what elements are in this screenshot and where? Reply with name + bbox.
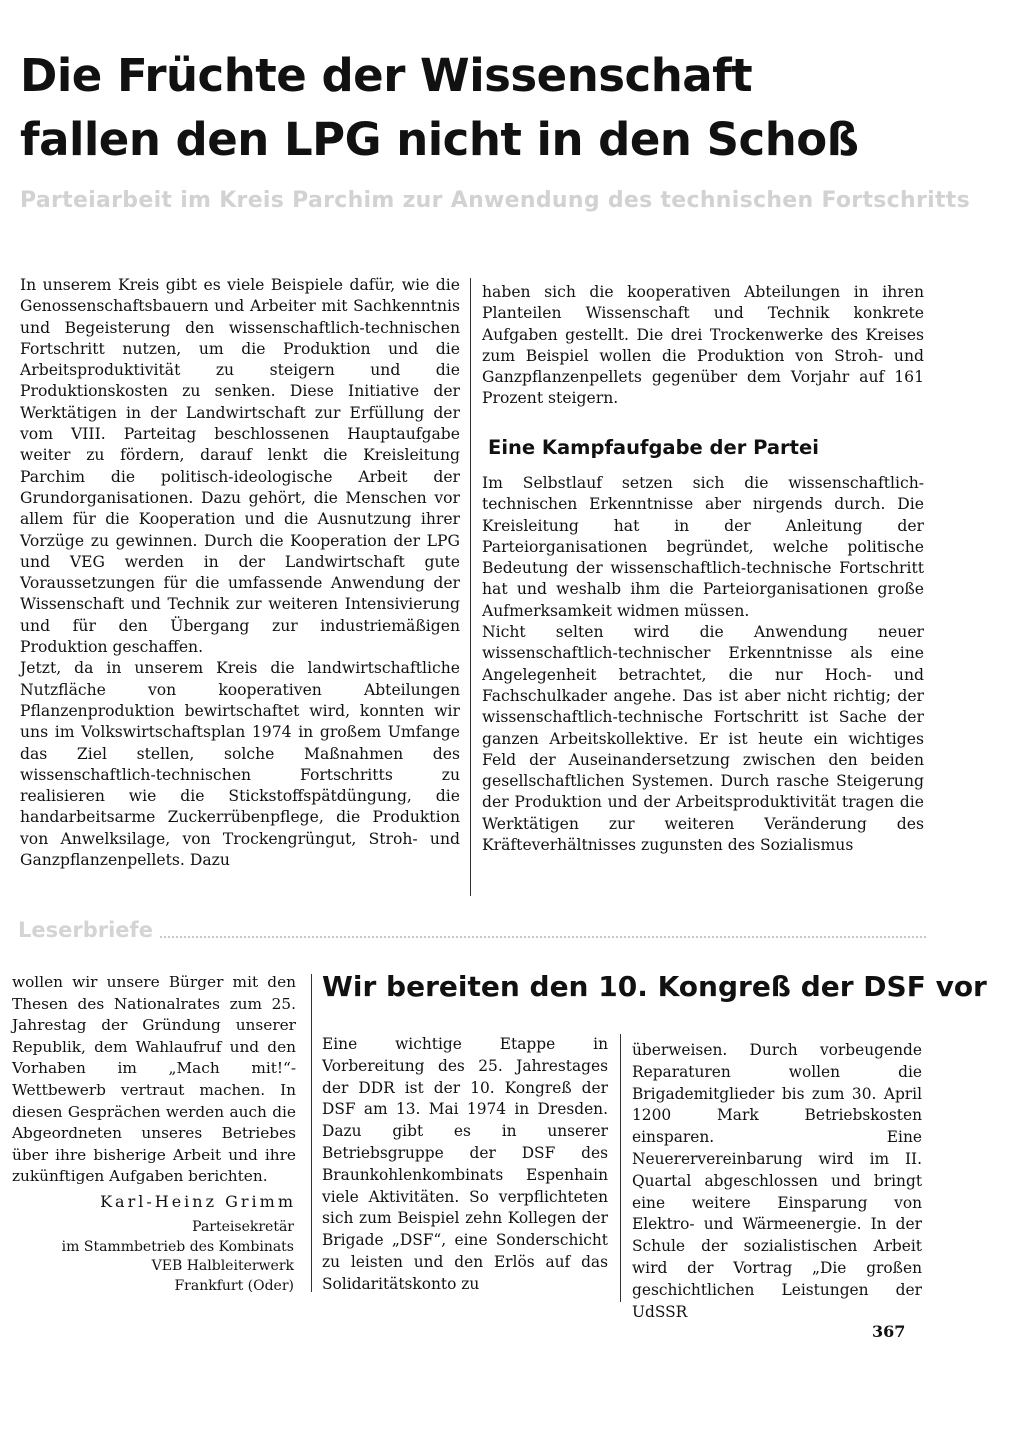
affiliation-line: im Stammbetrieb des Kombinats [61,1238,294,1255]
article-headline [20,44,920,172]
paragraph: In unserem Kreis gibt es viele Beispiele dafür, wie die Genossenschaftsbauern und Arbeiter mit Sachkenntnis und Begeisterung den wissenschaftlich-technischen Fortschritt nutzen, um die Produktion und die Arbeitsproduktivität zu steigern und die Produktionskosten zu senken. Diese Initiative der Werktätigen in der Landwirtschaft zur Erfüllung der vom VIII. Parteitag beschlossenen Hauptaufgabe weiter zu fördern, darauf lenkt die Kreisleitung Parchim die politisch-ideologische Arbeit der Grundorganisationen. Dazu gehört, die Menschen vor allem für die Kooperation und die Ausnutzung ihrer Vorzüge zu gewinnen. Durch die Kooperation der LPG und VEG werden in der Landwirtschaft gute Voraussetzungen für die umfassende Anwendung der Wissenschaft und Technik zur weiteren Intensivierung und für den Übergang zur industriemäßigen Produktion geschaffen. [20,276,460,657]
letter-text: wollen wir unsere Bürger mit den Thesen des Nationalrates zum 25. Jahrestag der Gründung unserer Republik, dem Wahlaufruf und den Vorhaben im „Mach mit!“-Wettbewerb vertraut machen. In diesen Gesprächen werden auch die Abgeordneten unseres Betriebes über ihre bisherige Arbeit und ihre zukünftigen Aufgaben berichten. [12,973,296,1186]
article-column-2-top [482,282,924,410]
letter-column [12,972,296,1188]
column-divider [470,278,471,896]
headline-line-1: Die Früchte der Wissenschaft [20,49,753,102]
affiliation-line: VEB Halbleiterwerk [151,1258,294,1274]
paragraph: überweisen. Durch vorbeugende Reparaturen wollen die Brigademitglieder bis zum 30. April 1200 Mark Betriebskosten einsparen. Eine Neuerervereinbarung wird im II. Quartal abgeschlossen und bringt eine weitere Einsparung von Elektro- und Wärmeenergie. In der Schule der sozialistischen Arbeit wird der Vortrag „Die großen geschichtlichen Leistungen der UdSSR [632,1041,922,1321]
section-heading: Eine Kampfaufgabe der Partei [488,436,819,459]
paragraph: Im Selbstlauf setzen sich die wissenschaftlich-technischen Erkenntnisse aber nirgends durch. Die Kreisleitung hat in der Anleitung der Parteiorganisationen begründet, welche politische Bedeutung der wissenschaftlich-technische Fortschritt hat und weshalb ihm die Parteiorganisationen große Aufmerksamkeit widmen müssen. [482,474,924,620]
column-divider [620,1034,621,1302]
dsf-headline: Wir bereiten den 10. Kongreß der DSF vor [322,970,987,1003]
article-column-2-bottom [482,473,924,856]
affiliation-line: Parteisekretär [192,1219,294,1235]
paragraph: haben sich die kooperativen Abteilungen in ihren Planteilen Wissenschaft und Technik konkrete Aufgaben gestellt. Die drei Trockenwerke des Kreises zum Beispiel wollen die Produktion von Stroh- und Ganzpflanzenpellets gegenüber dem Vorjahr auf 161 Prozent steigern. [482,283,924,408]
letter-author: Karl-Heinz Grimm [100,1192,296,1211]
page-number: 367 [872,1322,906,1341]
article-subheadline: Parteiarbeit im Kreis Parchim zur Anwendung des technischen Fortschritts [20,188,970,213]
article-column-1 [20,275,460,871]
dsf-column-1 [322,1034,608,1296]
headline-line-2: fallen den LPG nicht in den Schoß [20,113,859,166]
letters-section-label: Leserbriefe [18,918,153,942]
letter-affiliation [12,1218,294,1296]
paragraph: Eine wichtige Etappe in Vorbereitung des 25. Jahrestages der DDR ist der 10. Kongreß der DSF am 13. Mai 1974 in Dresden. Dazu gibt es in unserer Betriebsgruppe der DSF des Braunkohlenkombinats Espenhain viele Aktivitäten. So verpflichteten sich zum Beispiel zehn Kollegen der Brigade „DSF“, eine Sonderschicht zu leisten und den Erlös auf das Solidaritätskonto zu [322,1035,608,1293]
affiliation-line: Frankfurt (Oder) [174,1277,294,1294]
letters-dotted-rule [160,936,926,938]
paragraph: Nicht selten wird die Anwendung neuer wissenschaftlich-technischer Erkenntnisse als eine Angelegenheit betrachtet, die nur Hoch- und Fachschulkader angehe. Das ist aber nicht richtig; der wissenschaftlich-technische Fortschritt ist Sache der ganzen Arbeitskollektive. Er ist heute ein wichtiges Feld der Auseinandersetzung zwischen den beiden gesellschaftlichen Systemen. Durch rasche Steigerung der Produktion und der Arbeitsproduktivität tragen die Werktätigen zur weiteren Veränderung des Kräfteverhältnisses zugunsten des Sozialismus [482,623,924,855]
column-divider [311,974,312,1292]
dsf-column-2 [632,1040,922,1323]
paragraph: Jetzt, da in unserem Kreis die landwirtschaftliche Nutzfläche von kooperativen Abteilungen Pflanzenproduktion bewirtschaftet wird, konnten wir uns im Volkswirtschaftsplan 1974 in großem Umfange das Ziel stellen, solche Maßnahmen des wissenschaftlich-technischen Fortschritts zu realisieren wie die Stickstoffspätdüngung, die handarbeitsarme Zuckerrübenpflege, die Produktion von Anwelksilage, von Trockengrüngut, Stroh- und Ganzpflanzenpellets. Dazu [20,659,460,870]
